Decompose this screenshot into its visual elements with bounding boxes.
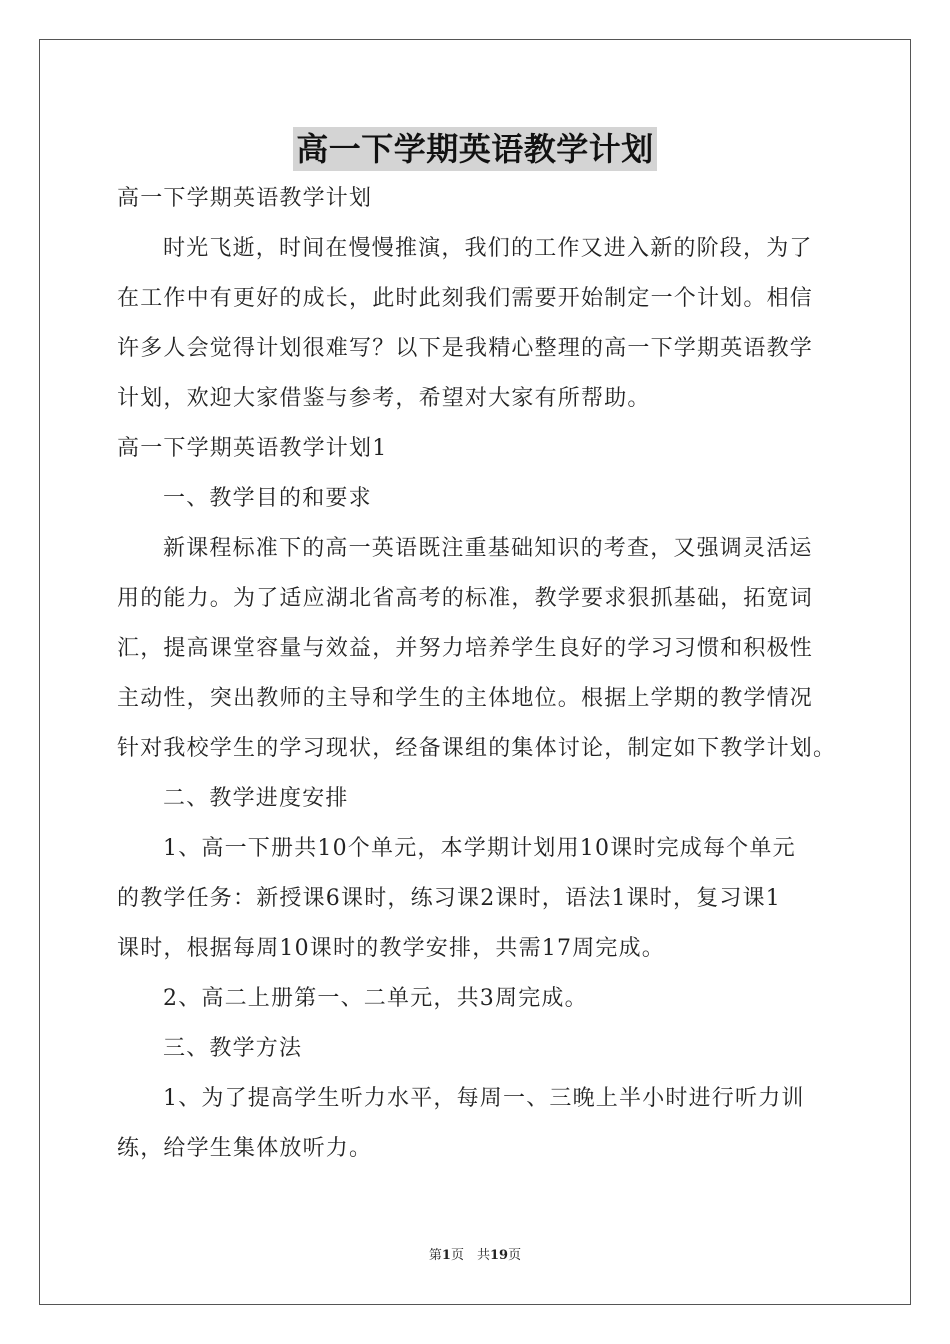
paragraph-line: 针对我校学生的学习现状，经备课组的集体讨论，制定如下教学计划。	[117, 736, 837, 761]
subsection-heading: 三、教学方法	[163, 1036, 303, 1061]
paragraph-line: 1、为了提高学生听力水平，每周一、三晚上半小时进行听力训	[163, 1086, 805, 1111]
footer-total-pages: 19	[489, 1248, 509, 1263]
paragraph-line: 计划，欢迎大家借鉴与参考，希望对大家有所帮助。	[117, 386, 651, 411]
paragraph-line: 新课程标准下的高一英语既注重基础知识的考查，又强调灵活运	[163, 536, 813, 561]
subtitle-line: 高一下学期英语教学计划	[117, 186, 373, 211]
page-footer	[0, 1247, 950, 1265]
paragraph-line: 用的能力。为了适应湖北省高考的标准，教学要求狠抓基础，拓宽词	[117, 586, 814, 611]
title-wrap	[0, 127, 950, 171]
paragraph-line: 1、高一下册共10个单元，本学期计划用10课时完成每个单元	[163, 836, 796, 861]
paragraph-line: 时光飞逝，时间在慢慢推演，我们的工作又进入新的阶段，为了	[163, 236, 813, 261]
footer-mid: 页 共	[450, 1248, 490, 1263]
footer-current-page: 1	[441, 1248, 451, 1263]
paragraph-line: 许多人会觉得计划很难写？以下是我精心整理的高一下学期英语教学	[117, 336, 814, 361]
paragraph-line: 的教学任务：新授课6课时，练习课2课时，语法1课时，复习课1	[117, 886, 781, 911]
paragraph-line: 课时，根据每周10课时的教学安排，共需17周完成。	[117, 936, 665, 961]
footer-prefix: 第	[428, 1248, 442, 1263]
paragraph-line: 练，给学生集体放听力。	[117, 1136, 373, 1161]
paragraph-line: 主动性，突出教师的主导和学生的主体地位。根据上学期的教学情况	[117, 686, 814, 711]
document-title: 高一下学期英语教学计划	[293, 127, 657, 171]
subsection-heading: 二、教学进度安排	[163, 786, 349, 811]
section-heading: 高一下学期英语教学计划1	[117, 436, 388, 461]
page-border	[39, 39, 911, 1305]
paragraph-line: 2、高二上册第一、二单元，共3周完成。	[163, 986, 588, 1011]
paragraph-line: 在工作中有更好的成长，此时此刻我们需要开始制定一个计划。相信	[117, 286, 814, 311]
paragraph-line: 汇，提高课堂容量与效益，并努力培养学生良好的学习习惯和积极性	[117, 636, 814, 661]
footer-suffix: 页	[508, 1248, 522, 1263]
subsection-heading: 一、教学目的和要求	[163, 486, 372, 511]
